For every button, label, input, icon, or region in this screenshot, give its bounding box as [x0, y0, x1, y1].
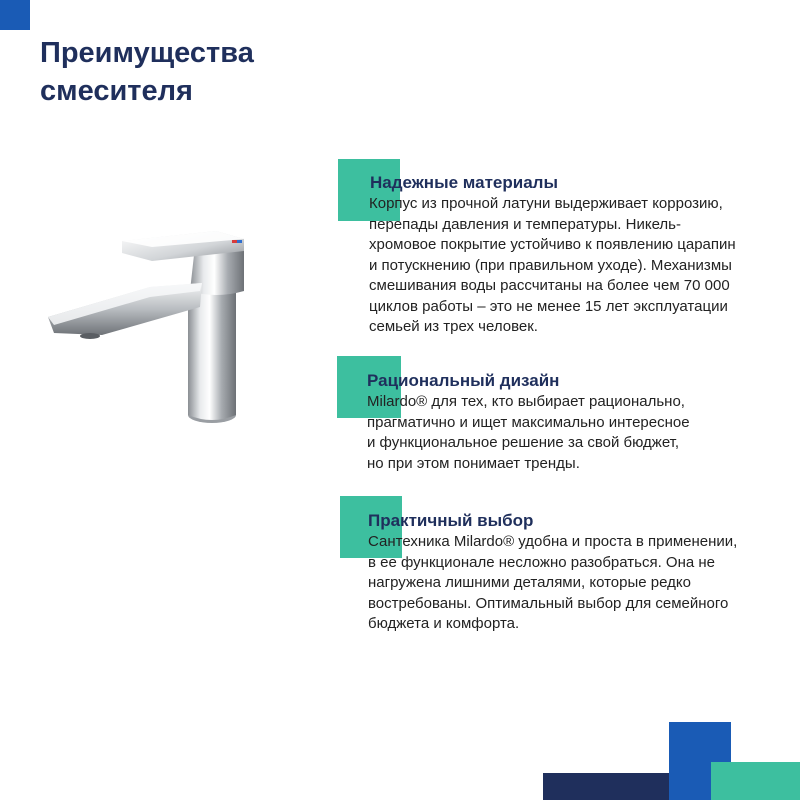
decorative-block-teal	[711, 762, 800, 800]
feature-description: Корпус из прочной латуни выдерживает коррозию, перепады давления и температуры. Никель- хромовое покрытие устойчиво к появлению царапин и потускнению (при правильном уходе). Механизмы смешивания воды рассчитаны на более чем 70 000 циклов работы – это не менее 15 лет эксплуатации семьей из трех человек.	[369, 195, 736, 335]
feature-description: Milardo® для тех, кто выбирает рационально, прагматично и ищет максимально интересное и функциональное решение за свой бюджет, но при этом понимает тренды.	[367, 393, 690, 472]
feature-practical	[368, 510, 778, 635]
faucet-image	[40, 225, 270, 440]
page-title: Преимущества смесителя	[40, 37, 254, 107]
feature-materials	[370, 172, 770, 338]
feature-title: Практичный выбор	[368, 511, 534, 530]
feature-design	[367, 370, 767, 474]
feature-description: Сантехника Milardo® удобна и проста в применении, в ее функционале несложно разобраться. Она не нагружена лишними деталями, которые редко востребованы. Оптимальный выбор для семейного бюджета и комфорта.	[368, 533, 738, 632]
feature-title: Надежные материалы	[370, 173, 558, 192]
feature-title: Рациональный дизайн	[367, 371, 560, 390]
corner-decoration	[0, 0, 30, 30]
